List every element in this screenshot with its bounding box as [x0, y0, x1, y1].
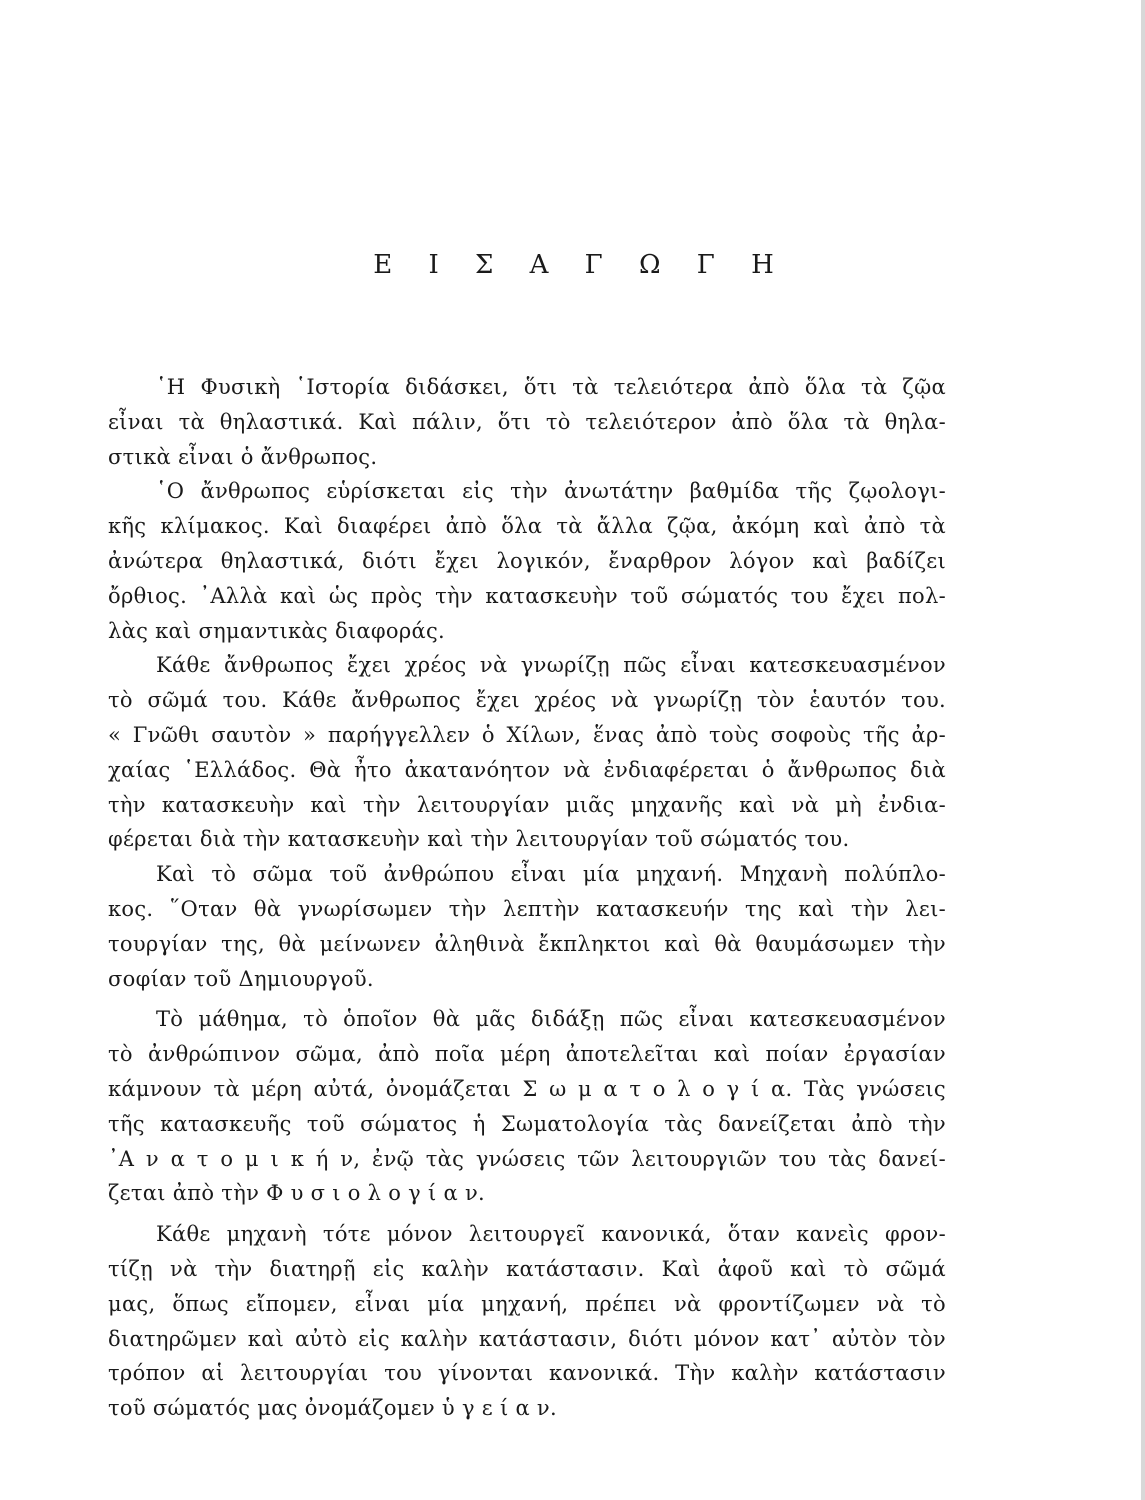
text-line: τὴν κατασκευὴν καὶ τὴν λειτουργίαν μιᾶς μηχανῆς καὶ νὰ μὴ ἐνδια-	[108, 792, 946, 817]
text-line: τῆς κατασκευῆς τοῦ σώματος ἡ Σωματολογία τὰς δανείζεται ἀπὸ τὴν	[108, 1111, 946, 1136]
text-line: τοῦ σώματός μας ὀνομάζομεν ὑ γ ε ί α ν.	[108, 1396, 557, 1421]
text-line: κῆς κλίμακος. Καὶ διαφέρει ἀπὸ ὅλα τὰ ἄλλα ζῷα, ἀκόμη καὶ ἀπὸ τὰ	[108, 514, 946, 539]
text-line: ὄρθιος. ᾿Αλλὰ καὶ ὡς πρὸς τὴν κατασκευὴν τοῦ σώματός του ἔχει πολ-	[108, 583, 946, 608]
page-edge	[1141, 0, 1145, 1500]
paragraph	[108, 1217, 946, 1426]
paragraph	[108, 1002, 946, 1211]
text-line: ἀνώτερα θηλαστικά, διότι ἔχει λογικόν, ἔναρθρον λόγον καὶ βαδίζει	[108, 548, 946, 573]
text-line: κάμνουν τὰ μέρη αὐτά, ὀνομάζεται Σ ω μ α τ ο λ ο γ ί α. Τὰς γνώσεις	[108, 1076, 946, 1101]
text-line: Καὶ τὸ σῶμα τοῦ ἀνθρώπου εἶναι μία μηχανή. Μηχανὴ πολύπλο-	[156, 862, 946, 887]
text-line: σοφίαν τοῦ Δημιουργοῦ.	[108, 966, 374, 991]
paragraph	[108, 648, 946, 857]
text-line: τίζῃ νὰ τὴν διατηρῇ εἰς καλὴν κατάστασιν. Καὶ ἀφοῦ καὶ τὸ σῶμά	[108, 1256, 946, 1281]
text-line: τρόπον αἱ λειτουργίαι του γίνονται κανονικά. Τὴν καλὴν κατάστασιν	[108, 1361, 946, 1386]
paragraph	[108, 474, 946, 648]
text-line: ᾿Α ν α τ ο μ ι κ ή ν, ἐνῷ τὰς γνώσεις τῶν λειτουργιῶν του τὰς δανεί-	[108, 1146, 946, 1171]
text-line: τὸ σῶμά του. Κάθε ἄνθρωπος ἔχει χρέος νὰ γνωρίζῃ τὸν ἑαυτόν του.	[108, 688, 946, 713]
text-line: εἶναι τὰ θηλαστικά. Καὶ πάλιν, ὅτι τὸ τελειότερον ἀπὸ ὅλα τὰ θηλα-	[108, 409, 946, 434]
text-line: « Γνῶθι σαυτὸν » παρήγγελλεν ὁ Χίλων, ἕνας ἀπὸ τοὺς σοφοὺς τῆς ἀρ-	[108, 722, 946, 747]
paragraph	[108, 857, 946, 996]
body-text	[108, 370, 946, 1426]
text-line: φέρεται διὰ τὴν κατασκευὴν καὶ τὴν λειτουργίαν τοῦ σώματός του.	[108, 827, 850, 852]
text-line: ῾Ο ἄνθρωπος εὑρίσκεται εἰς τὴν ἀνωτάτην βαθμίδα τῆς ζῳολογι-	[156, 479, 946, 504]
paragraph	[108, 370, 946, 474]
text-line: ζεται ἀπὸ τὴν Φ υ σ ι ο λ ο γ ί α ν.	[108, 1181, 486, 1206]
text-line: μας, ὅπως εἴπομεν, εἶναι μία μηχανή, πρέπει νὰ φροντίζωμεν νὰ τὸ	[108, 1291, 946, 1316]
text-line: τὸ ἀνθρώπινον σῶμα, ἀπὸ ποῖα μέρη ἀποτελεῖται καὶ ποίαν ἐργασίαν	[108, 1042, 946, 1067]
text-line: χαίας ῾Ελλάδος. Θὰ ἦτο ἀκατανόητον νὰ ἐνδιαφέρεται ὁ ἄνθρωπος διὰ	[108, 757, 946, 782]
text-line: κος. ῞Οταν θὰ γνωρίσωμεν τὴν λεπτὴν κατασκευήν της καὶ τὴν λει-	[108, 896, 946, 921]
text-line: Κάθε μηχανὴ τότε μόνον λειτουργεῖ κανονικά, ὅταν κανεὶς φρον-	[156, 1222, 946, 1247]
text-line: Κάθε ἄνθρωπος ἔχει χρέος νὰ γνωρίζῃ πῶς εἶναι κατεσκευασμένον	[156, 653, 946, 678]
chapter-title: Ε Ι Σ Α Γ Ω Γ Η	[373, 250, 788, 280]
text-line: στικὰ εἶναι ὁ ἄνθρωπος.	[108, 444, 378, 469]
text-line: λὰς καὶ σημαντικὰς διαφοράς.	[108, 618, 446, 643]
text-line: ῾Η Φυσικὴ ῾Ιστορία διδάσκει, ὅτι τὰ τελειότερα ἀπὸ ὅλα τὰ ζῷα	[156, 375, 946, 399]
text-line: τουργίαν της, θὰ μείνωνεν ἀληθινὰ ἔκπληκτοι καὶ θὰ θαυμάσωμεν τὴν	[108, 931, 946, 956]
text-line: διατηρῶμεν καὶ αὐτὸ εἰς καλὴν κατάστασιν, διότι μόνον κατ᾿ αὐτὸν τὸν	[108, 1326, 946, 1351]
text-line: Τὸ μάθημα, τὸ ὁποῖον θὰ μᾶς διδάξῃ πῶς εἶναι κατεσκευασμένον	[156, 1007, 946, 1032]
